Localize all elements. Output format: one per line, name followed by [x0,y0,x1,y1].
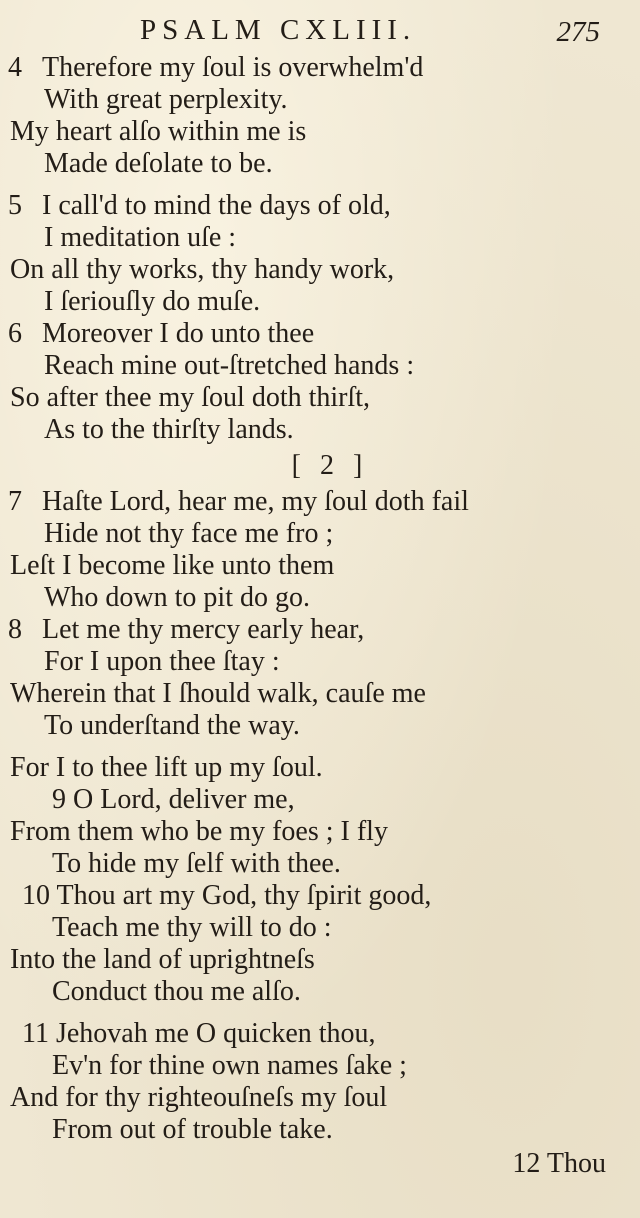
verse-text: With great perplexity. [44,84,288,115]
verse-line [0,1082,640,1114]
verse-text: Into the land of uprightneſs [10,944,315,975]
verse-text: So after thee my ſoul doth thirſt, [10,382,371,413]
verse-text: Who down to pit do go. [44,582,310,613]
stanza [0,52,640,180]
verse-line [0,116,640,148]
verse-line [0,614,640,646]
verse-line [0,486,640,518]
stanza [0,190,640,446]
verse-text: As to the thirſty lands. [44,414,294,445]
verse-text: Wherein that I ſhould walk, cauſe me [10,678,426,709]
verse-text: Moreover I do unto thee [42,318,315,349]
verse-text: My heart alſo within me is [10,116,307,147]
stanza-gap [0,742,640,752]
verse-line [0,710,640,742]
verse-line [0,752,640,784]
page-number: 275 [556,16,600,48]
verse-line [0,350,640,382]
stanza-gap [0,1008,640,1018]
verse-text: To underſtand the way. [44,710,300,741]
verse-text: Let me thy mercy early hear, [42,614,365,645]
stanza [0,446,640,742]
verse-text: Made deſolate to be. [44,148,273,179]
verse-line [0,1114,640,1146]
page-header [0,14,640,54]
catchword: 12 Thou [512,1148,606,1179]
stanza-gap [0,180,640,190]
verse-line [0,848,640,880]
verse-text: Conduct thou me alſo. [52,976,301,1007]
verse-text: 11 Jehovah me O quicken thou, [22,1018,376,1049]
verse-line [0,678,640,710]
verse-line [0,1050,640,1082]
verse-line [0,518,640,550]
stanza [0,1018,640,1146]
verse-line [0,382,640,414]
verse-text: Hide not thy face me fro ; [44,518,334,549]
verse-number: 5 [8,190,22,221]
verse-line [0,1018,640,1050]
verse-text: Haſte Lord, hear me, my ſoul doth fail [42,486,469,517]
verse-text: I ſeriouſly do muſe. [44,286,261,317]
verse-line [0,190,640,222]
verse-text: Therefore my ſoul is overwhelm'd [42,52,424,83]
verse-line [0,148,640,180]
running-title: PSALM CXLIII. [140,14,417,46]
verse-line [0,784,640,816]
verse-text: I meditation uſe : [44,222,237,253]
verse-line [0,646,640,678]
verse-line [0,582,640,614]
verse-number: 4 [8,52,22,83]
verse-line [0,52,640,84]
verse-text: I call'd to mind the days of old, [42,190,391,221]
verse-text: Ev'n for thine own names ſake ; [52,1050,407,1081]
verse-line [0,976,640,1008]
verse-text: 9 O Lord, deliver me, [52,784,295,815]
verse-line [0,414,640,446]
verse-text: For I upon thee ſtay : [44,646,280,677]
verse-line [0,318,640,350]
verse-line [0,912,640,944]
verse-line [0,286,640,318]
section-marker: [ 2 ] [291,450,369,481]
verse-line [0,816,640,848]
verse-number: 8 [8,614,22,645]
stanza [0,752,640,1008]
verse-line [0,254,640,286]
verse-line [0,222,640,254]
verse-line [0,944,640,976]
verse-line [0,84,640,116]
verse-text: Reach mine out-ſtretched hands : [44,350,415,381]
verse-text: For I to thee lift up my ſoul. [10,752,323,783]
verse-text: And for thy righteouſneſs my ſoul [10,1082,388,1113]
verse-text: Leſt I become like unto them [10,550,335,581]
verse-text: From out of trouble take. [52,1114,333,1145]
verse-line [0,880,640,912]
verse-number: 7 [8,486,22,517]
verse-number: 6 [8,318,22,349]
verse-text: On all thy works, thy handy work, [10,254,395,285]
verse-text: 10 Thou art my God, thy ſpirit good, [22,880,432,911]
verse-text: From them who be my foes ; I fly [10,816,388,847]
verse-line [0,550,640,582]
psalm-verses [0,52,640,1146]
verse-text: Teach me thy will to do : [52,912,332,943]
verse-text: To hide my ſelf with thee. [52,848,341,879]
